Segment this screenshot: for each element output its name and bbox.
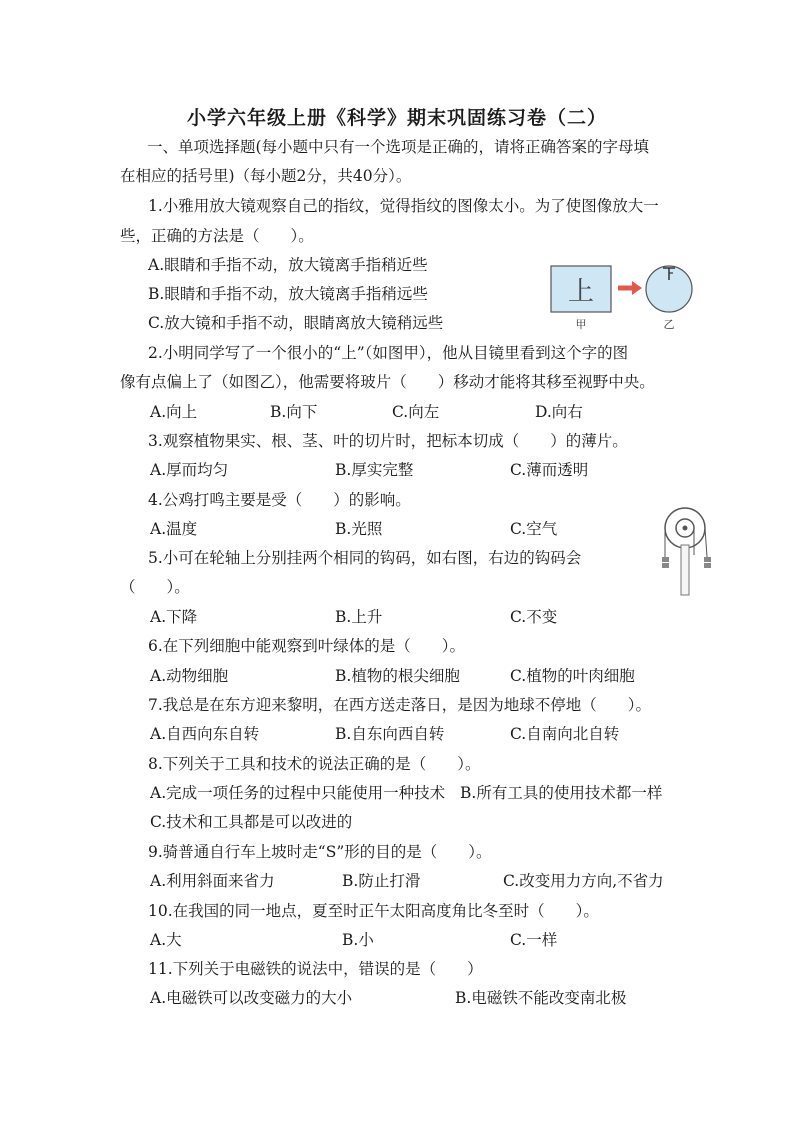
left-weight-2 xyxy=(662,563,669,568)
q10-stem: 10.在我国的同一地点，夏至时正午太阳高度角比冬至时（ ）。 xyxy=(148,902,599,920)
q6-option-b: B.植物的根尖细胞 xyxy=(335,667,460,685)
q10-option-b: B.小 xyxy=(342,931,374,949)
q10-option-c: C.一样 xyxy=(510,931,558,949)
q7-option-a: A.自西向东自转 xyxy=(150,725,260,743)
q2-option-d: D.向右 xyxy=(535,403,583,421)
q2-option-b: B.向下 xyxy=(270,403,318,421)
slide-char: 上 xyxy=(567,276,595,306)
q5-option-c: C.不变 xyxy=(510,608,558,626)
q3-stem: 3.观察植物果实、根、茎、叶的切片时，把标本切成（ ）的薄片。 xyxy=(148,432,628,450)
q4-stem: 4.公鸡打鸣主要是受（ ）的影响。 xyxy=(148,491,411,509)
q8-option-c: C.技术和工具都是可以改进的 xyxy=(150,813,353,831)
q1-option-c: C.放大镜和手指不动，眼睛离放大镜稍远些 xyxy=(148,314,444,332)
right-outer-string xyxy=(705,528,707,557)
q9-stem: 9.骑普通自行车上坡时走“S”形的目的是（ ）。 xyxy=(148,843,492,861)
q10-option-a: A.大 xyxy=(150,931,182,949)
microscope-figure-svg xyxy=(548,262,698,332)
q8-option-a: A.完成一项任务的过程中只能使用一种技术 xyxy=(150,784,446,802)
q2-option-a: A.向上 xyxy=(150,403,198,421)
q8-stem: 8.下列关于工具和技术的说法正确的是（ ）。 xyxy=(148,755,481,773)
label-yi: 乙 xyxy=(663,318,675,331)
figure-microscope-view xyxy=(548,262,698,332)
q7-stem: 7.我总是在东方迎来黎明，在西方送走落日，是因为地球不停地（ ）。 xyxy=(148,696,652,714)
q11-stem: 11.下列关于电磁铁的说法中，错误的是（ ） xyxy=(148,960,483,978)
q3-option-b: B.厚实完整 xyxy=(335,461,414,479)
right-weight-2 xyxy=(704,563,711,568)
q3-option-c: C.薄而透明 xyxy=(510,461,589,479)
q1-stem-line2: 些，正确的方法是（ ）。 xyxy=(120,227,314,245)
q3-option-a: A.厚而均匀 xyxy=(150,461,229,479)
q4-option-c: C.空气 xyxy=(510,520,558,538)
q9-option-b: B.防止打滑 xyxy=(342,872,421,890)
stand-icon xyxy=(681,545,689,595)
q2-option-c: C.向左 xyxy=(392,403,440,421)
label-jia: 甲 xyxy=(575,318,587,331)
q11-option-b: B.电磁铁不能改变南北极 xyxy=(455,989,627,1007)
page-title: 小学六年级上册《科学》期末巩固练习卷（二） xyxy=(186,107,607,129)
q9-option-a: A.利用斜面来省力 xyxy=(150,872,275,890)
q6-stem: 6.在下列细胞中能观察到叶绿体的是（ ）。 xyxy=(148,637,466,655)
q5-option-b: B.上升 xyxy=(335,608,383,626)
q11-option-a: A.电磁铁可以改变磁力的大小 xyxy=(150,989,353,1007)
q5-stem-line2: （ ）。 xyxy=(120,578,190,596)
q5-stem-line1: 5.小可在轮轴上分别挂两个相同的钩码，如右图，右边的钩码会 xyxy=(148,549,582,567)
axle-center-icon xyxy=(683,526,688,531)
q6-option-a: A.动物细胞 xyxy=(150,667,229,685)
q9-option-c: C.改变用力方向,不省力 xyxy=(503,872,664,890)
q8-option-b: B.所有工具的使用技术都一样 xyxy=(460,784,663,802)
q1-option-b: B.眼睛和手指不动，放大镜离手指稍远些 xyxy=(148,285,428,303)
q1-stem-line1: 1.小雅用放大镜观察自己的指纹，觉得指纹的图像太小。为了使图像放大一 xyxy=(148,197,659,215)
q5-option-a: A.下降 xyxy=(150,608,198,626)
q2-stem-line2: 像有点偏上了（如图乙），他需要将玻片（ ）移动才能将其移至视野中央。 xyxy=(120,373,655,391)
q4-option-b: B.光照 xyxy=(335,520,383,538)
section-heading-line1: 一、单项选择题(每小题中只有一个选项是正确的，请将正确答案的字母填 xyxy=(147,138,650,156)
left-weight-1 xyxy=(662,557,669,562)
figure-wheel-axle xyxy=(662,505,714,597)
q7-option-c: C.自南向北自转 xyxy=(510,725,620,743)
q1-option-a: A.眼睛和手指不动，放大镜离手指稍近些 xyxy=(148,256,428,274)
section-heading-line2: 在相应的括号里)（每小题2分，共40分）。 xyxy=(120,167,412,185)
wheel-axle-svg xyxy=(662,505,714,597)
q4-option-a: A.温度 xyxy=(150,520,198,538)
arrow-icon xyxy=(632,281,642,295)
q6-option-c: C.植物的叶肉细胞 xyxy=(510,667,635,685)
q7-option-b: B.自东向西自转 xyxy=(335,725,445,743)
q2-stem-line1: 2.小明同学写了一个很小的“上”（如图甲），他从目镜里看到这个字的图 xyxy=(148,344,629,362)
right-weight-1 xyxy=(704,557,711,562)
